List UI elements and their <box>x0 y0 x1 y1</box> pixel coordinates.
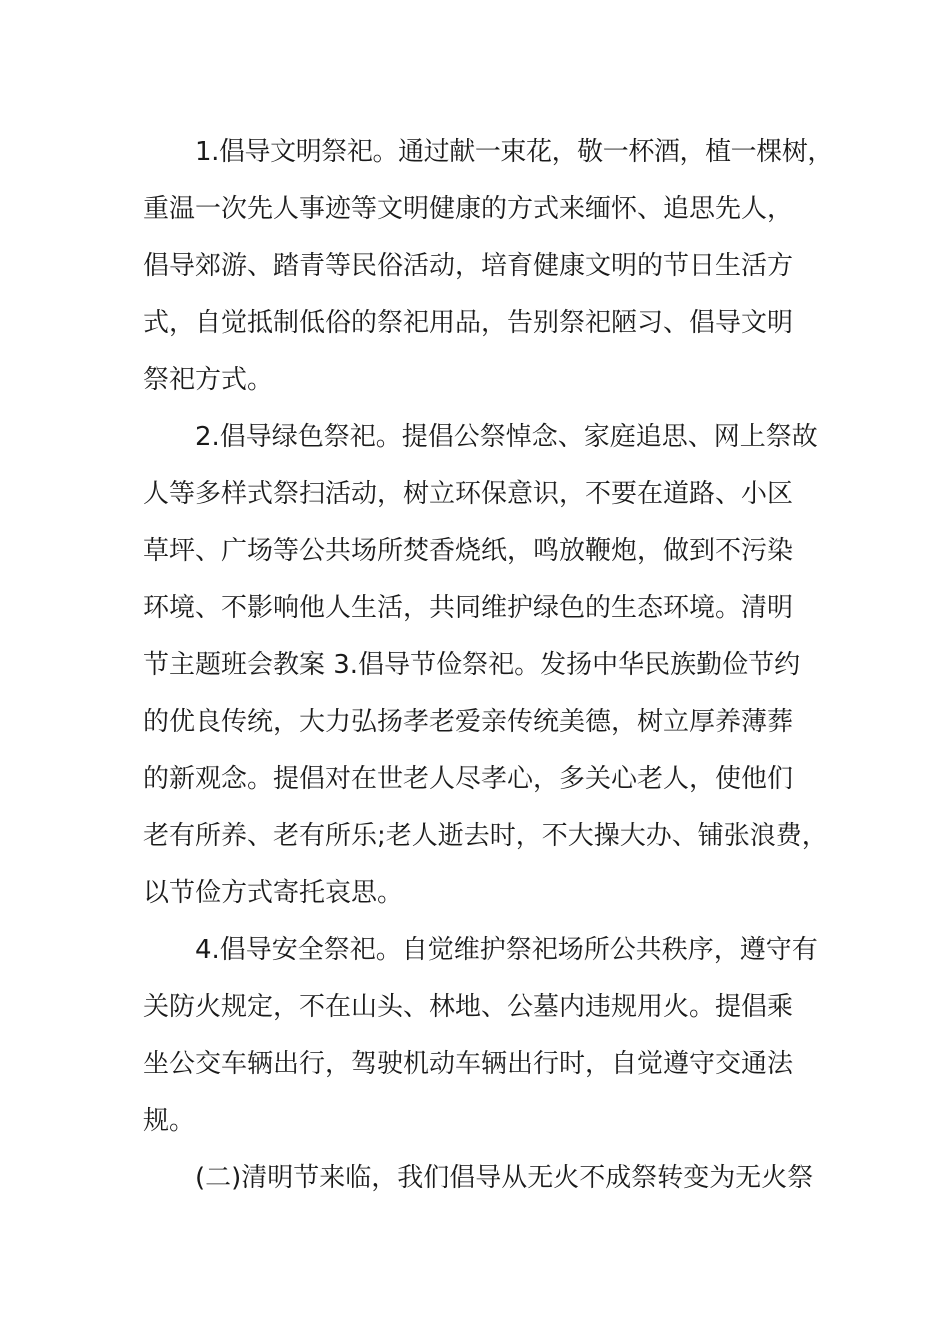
paragraph-3-line-1: 4.倡导安全祭祀。自觉维护祭祀场所公共秩序，遵守有 <box>195 935 818 965</box>
paragraph-4-line-1: (二)清明节来临，我们倡导从无火不成祭转变为无火祭 <box>195 1163 814 1193</box>
paragraph-2-line-7: 的新观念。提倡对在世老人尽孝心，多关心老人，使他们 <box>143 764 794 794</box>
paragraph-1-line-1: 1.倡导文明祭祀。通过献一束花，敬一杯酒，植一棵树， <box>195 137 833 167</box>
paragraph-1-line-2: 重温一次先人事迹等文明健康的方式来缅怀、追思先人， <box>143 194 794 224</box>
paragraph-1-line-3: 倡导郊游、踏青等民俗活动，培育健康文明的节日生活方 <box>143 251 794 281</box>
document-body <box>143 124 833 1207</box>
paragraph-1-line-4: 式，自觉抵制低俗的祭祀用品，告别祭祀陋习、倡导文明 <box>143 308 794 338</box>
paragraph-3-line-2: 关防火规定，不在山头、林地、公墓内违规用火。提倡乘 <box>143 992 794 1022</box>
paragraph-3-line-3: 坐公交车辆出行，驾驶机动车辆出行时，自觉遵守交通法 <box>143 1049 794 1079</box>
paragraph-1-line-5: 祭祀方式。 <box>143 365 274 395</box>
paragraph-3-line-4: 规。 <box>143 1106 196 1136</box>
paragraph-2-line-1: 2.倡导绿色祭祀。提倡公祭悼念、家庭追思、网上祭故 <box>195 422 818 452</box>
paragraph-2-line-9: 以节俭方式寄托哀思。 <box>143 878 404 908</box>
paragraph-2-line-4: 环境、不影响他人生活，共同维护绿色的生态环境。清明 <box>143 593 794 623</box>
paragraph-2-line-2: 人等多样式祭扫活动，树立环保意识，不要在道路、小区 <box>143 479 794 509</box>
paragraph-2-line-3: 草坪、广场等公共场所焚香烧纸，鸣放鞭炮，做到不污染 <box>143 536 794 566</box>
paragraph-2-line-6: 的优良传统，大力弘扬孝老爱亲传统美德，树立厚养薄葬 <box>143 707 794 737</box>
paragraph-2-line-8: 老有所养、老有所乐;老人逝去时，不大操大办、铺张浪费， <box>143 821 828 851</box>
paragraph-2-line-5: 节主题班会教案 3.倡导节俭祭祀。发扬中华民族勤俭节约 <box>143 650 801 680</box>
